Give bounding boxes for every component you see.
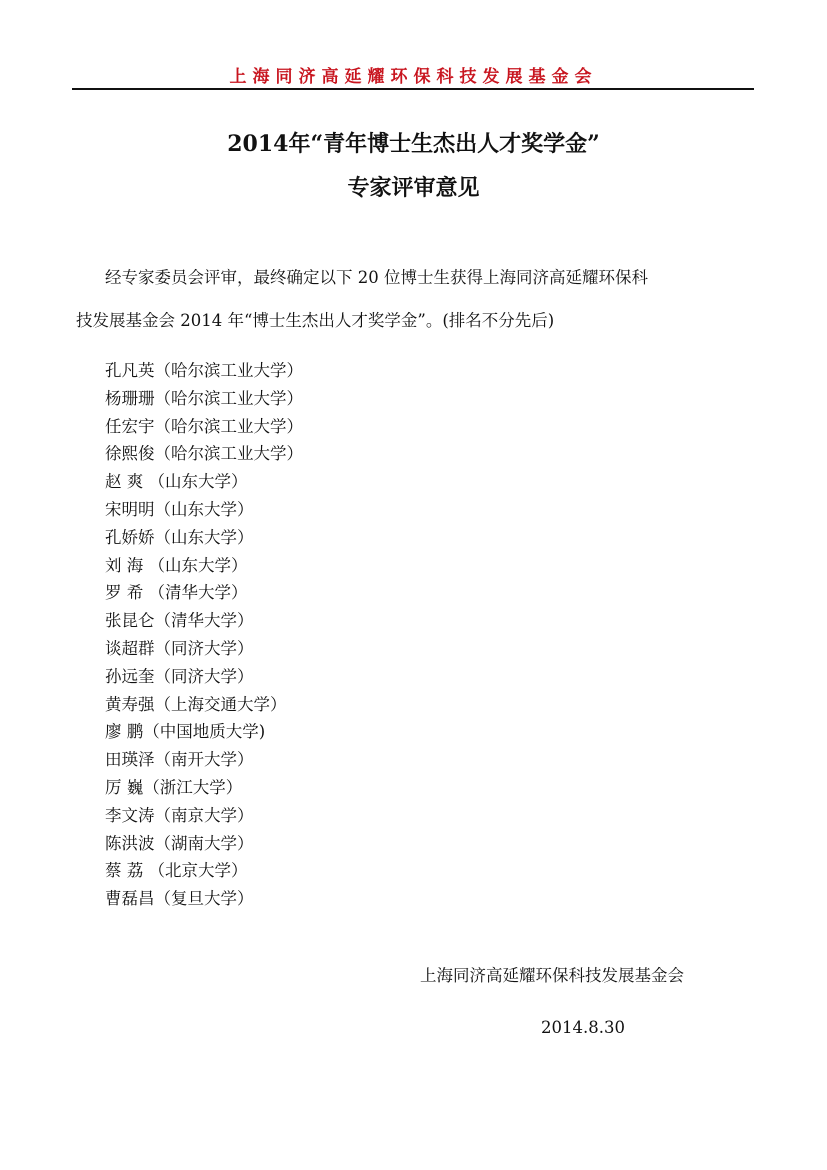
winner-item: 蔡 荔 （北京大学）: [105, 861, 248, 881]
winner-item: 罗 希 （清华大学）: [105, 583, 248, 603]
winner-item: 孔娇娇（山东大学）: [105, 527, 254, 547]
winner-item: 宋明明（山东大学）: [105, 499, 254, 519]
winner-item: 杨珊珊（哈尔滨工业大学）: [105, 388, 303, 408]
winner-item: 任宏宇（哈尔滨工业大学）: [105, 416, 303, 436]
intro-line-2: 技发展基金会 2014 年“博士生杰出人才奖学金”。(排名不分先后): [76, 311, 555, 330]
intro-line-1: 经专家委员会评审，最终确定以下 20 位博士生获得上海同济高延耀环保科: [105, 268, 648, 287]
winner-item: 厉 巍（浙江大学）: [105, 777, 243, 797]
winner-item: 孙远奎（同济大学）: [105, 666, 254, 686]
winner-list: [105, 357, 303, 913]
document-subtitle: 专家评审意见: [347, 175, 480, 201]
signature-date: 2014.8.30: [541, 1018, 625, 1037]
winner-item: 廖 鹏（中国地质大学): [105, 722, 266, 742]
winner-item: 陈洪波（湖南大学）: [105, 833, 254, 853]
winner-item: 谈超群（同济大学）: [105, 638, 254, 658]
winner-item: 田瑛泽（南开大学）: [105, 750, 254, 770]
winner-item: 张昆仑（清华大学）: [105, 611, 254, 631]
winner-item: 徐熙俊（哈尔滨工业大学）: [105, 444, 303, 464]
intro-paragraph: [76, 256, 756, 342]
signature-organization: 上海同济高延耀环保科技发展基金会: [420, 966, 684, 985]
letterhead-organization: 上海同济高延耀环保科技发展基金会: [229, 67, 598, 87]
winner-item: 赵 爽 （山东大学）: [105, 472, 248, 492]
winner-item: 曹磊昌（复旦大学）: [105, 889, 254, 909]
winner-item: 孔凡英（哈尔滨工业大学）: [105, 361, 303, 380]
winner-item: 黄寿强（上海交通大学）: [105, 694, 287, 714]
winner-item: 刘 海 （山东大学）: [105, 555, 248, 575]
winner-item: 李文涛（南京大学）: [105, 805, 254, 825]
letterhead-divider: [72, 88, 754, 90]
document-title: 2014年“青年博士生杰出人才奖学金”: [227, 131, 600, 157]
